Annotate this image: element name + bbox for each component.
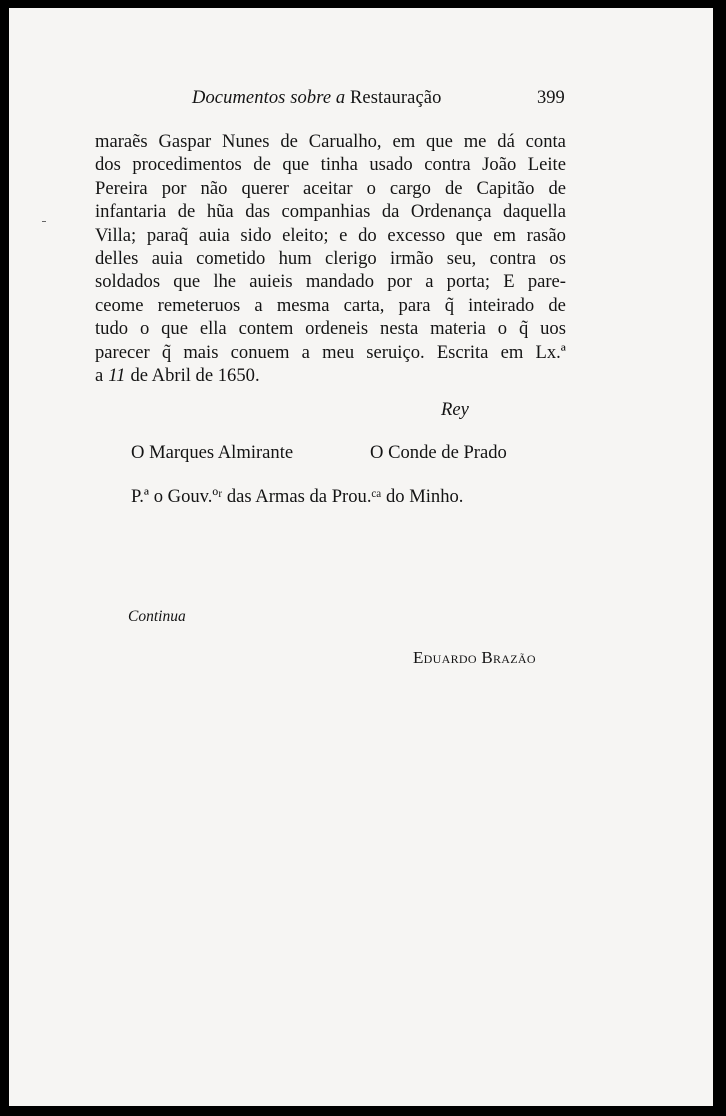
word: de bbox=[444, 177, 463, 199]
word: o bbox=[497, 318, 508, 340]
body-line bbox=[95, 270, 566, 293]
body-line bbox=[95, 153, 566, 176]
word: daquella bbox=[502, 201, 566, 223]
word: soldados bbox=[95, 271, 161, 293]
word: procedimentos bbox=[132, 154, 242, 176]
word: de bbox=[253, 154, 271, 176]
word: dá bbox=[497, 131, 515, 152]
word: Ordenança bbox=[410, 201, 492, 223]
word: meu bbox=[322, 341, 355, 363]
royal-signature: Rey bbox=[441, 399, 469, 420]
word: o bbox=[366, 177, 376, 199]
body-line bbox=[95, 341, 566, 364]
word: parecer bbox=[95, 341, 150, 363]
word: delles bbox=[95, 248, 139, 270]
word: pare- bbox=[527, 271, 566, 293]
word: rasão bbox=[526, 224, 566, 246]
body-line bbox=[95, 247, 566, 270]
word: querer bbox=[241, 177, 289, 199]
word: conuem bbox=[230, 341, 290, 363]
word: hum bbox=[278, 248, 312, 270]
body-line bbox=[95, 130, 566, 153]
word: conta bbox=[525, 131, 566, 152]
body-line bbox=[95, 294, 566, 317]
word: maraẽs bbox=[95, 131, 148, 152]
word: o bbox=[139, 318, 150, 340]
word: seruiço. bbox=[366, 341, 425, 363]
word: por bbox=[161, 177, 187, 199]
word: de bbox=[280, 131, 298, 152]
body-line-last bbox=[95, 364, 566, 387]
word: que bbox=[426, 131, 453, 152]
word: clerigo bbox=[325, 248, 377, 270]
word: Capitão bbox=[476, 177, 535, 199]
word: em bbox=[493, 224, 516, 246]
signatory-right: O Conde de Prado bbox=[370, 442, 507, 463]
word: nesta bbox=[380, 318, 419, 340]
author-name: Eduardo Brazão bbox=[413, 648, 536, 667]
word: excesso bbox=[387, 224, 446, 246]
word: Gaspar bbox=[158, 131, 212, 152]
word: irmão bbox=[390, 248, 434, 270]
word: da bbox=[381, 201, 400, 223]
recipient-address: P.ª o Gouv.ºʳ das Armas da Prou.ᶜᵃ do Minho. bbox=[131, 486, 464, 507]
word: de bbox=[177, 201, 196, 223]
word: cargo bbox=[389, 177, 431, 199]
word: de bbox=[548, 177, 566, 199]
word: para bbox=[398, 294, 431, 316]
word: Pereira bbox=[95, 177, 148, 199]
word: aceitar bbox=[302, 177, 353, 199]
word: mesma bbox=[276, 294, 330, 316]
word: os bbox=[549, 248, 566, 270]
word: uos bbox=[540, 318, 566, 340]
word: contra bbox=[489, 248, 537, 270]
word: dos bbox=[95, 154, 121, 176]
word: a bbox=[254, 294, 263, 316]
word: usado bbox=[369, 154, 413, 176]
word: q̃ bbox=[444, 294, 454, 316]
word: companhias bbox=[281, 201, 371, 223]
running-title bbox=[192, 88, 441, 109]
document-page bbox=[9, 8, 713, 1106]
word: Leite bbox=[527, 154, 566, 176]
word: do bbox=[358, 224, 377, 246]
word: e bbox=[339, 224, 348, 246]
body-line bbox=[95, 177, 566, 200]
margin-mark bbox=[42, 221, 46, 222]
continua-note: Continua bbox=[128, 608, 186, 625]
word: sido bbox=[240, 224, 272, 246]
word: infantaria bbox=[95, 201, 167, 223]
word: por bbox=[387, 271, 412, 293]
body-line bbox=[95, 224, 566, 247]
word: que bbox=[455, 224, 483, 246]
running-title-italic: Documentos sobre a bbox=[192, 88, 346, 108]
running-title-roman: Restauração bbox=[349, 88, 442, 108]
word: inteirado bbox=[468, 294, 535, 316]
word: auia bbox=[198, 224, 230, 246]
word: das bbox=[245, 201, 270, 223]
word: Nunes bbox=[222, 131, 270, 152]
word: que bbox=[282, 154, 310, 176]
word: cometido bbox=[196, 248, 266, 270]
word: Lx.ª bbox=[535, 341, 566, 363]
word: contem bbox=[238, 318, 294, 340]
word: ella bbox=[199, 318, 227, 340]
word: não bbox=[200, 177, 228, 199]
body-line bbox=[95, 200, 566, 223]
word: tudo bbox=[95, 318, 129, 340]
word: ordeneis bbox=[305, 318, 369, 340]
word: que bbox=[161, 318, 188, 340]
word: E bbox=[503, 271, 515, 293]
word: que bbox=[173, 271, 201, 293]
word: em bbox=[392, 131, 416, 152]
word: q̃ bbox=[518, 318, 529, 340]
word: auia bbox=[151, 248, 183, 270]
word: carta, bbox=[343, 294, 385, 316]
word: seu, bbox=[446, 248, 477, 270]
word: contra bbox=[424, 154, 471, 176]
body-line bbox=[95, 317, 566, 340]
word: Escrita bbox=[436, 341, 489, 363]
word: Carualho, bbox=[308, 131, 382, 152]
word: materia bbox=[430, 318, 486, 340]
word: em bbox=[500, 341, 524, 363]
word: eleito; bbox=[282, 224, 329, 246]
word: q̃ bbox=[161, 341, 172, 363]
word: João bbox=[482, 154, 517, 176]
word: remeteruos bbox=[157, 294, 241, 316]
date-day: 11 bbox=[108, 365, 126, 387]
word: tinha bbox=[320, 154, 358, 176]
word: porta; bbox=[446, 271, 491, 293]
word: hũa bbox=[206, 201, 234, 223]
running-header bbox=[9, 88, 713, 118]
page-number: 399 bbox=[537, 88, 565, 108]
word: mais bbox=[183, 341, 219, 363]
word: ceome bbox=[95, 294, 144, 316]
date-rest: de Abril de 1650. bbox=[130, 365, 260, 387]
word: a bbox=[301, 341, 310, 363]
word: mandado bbox=[305, 271, 374, 293]
word: Villa; bbox=[95, 224, 137, 246]
word: lhe bbox=[213, 271, 237, 293]
word: paraq̃ bbox=[146, 224, 189, 246]
word: a bbox=[425, 271, 434, 293]
word: de bbox=[548, 294, 566, 316]
date-prefix: a bbox=[95, 365, 104, 387]
signatory-left: O Marques Almirante bbox=[131, 442, 294, 463]
letter-body bbox=[95, 130, 566, 387]
word: auieis bbox=[249, 271, 293, 293]
word: me bbox=[463, 131, 487, 152]
